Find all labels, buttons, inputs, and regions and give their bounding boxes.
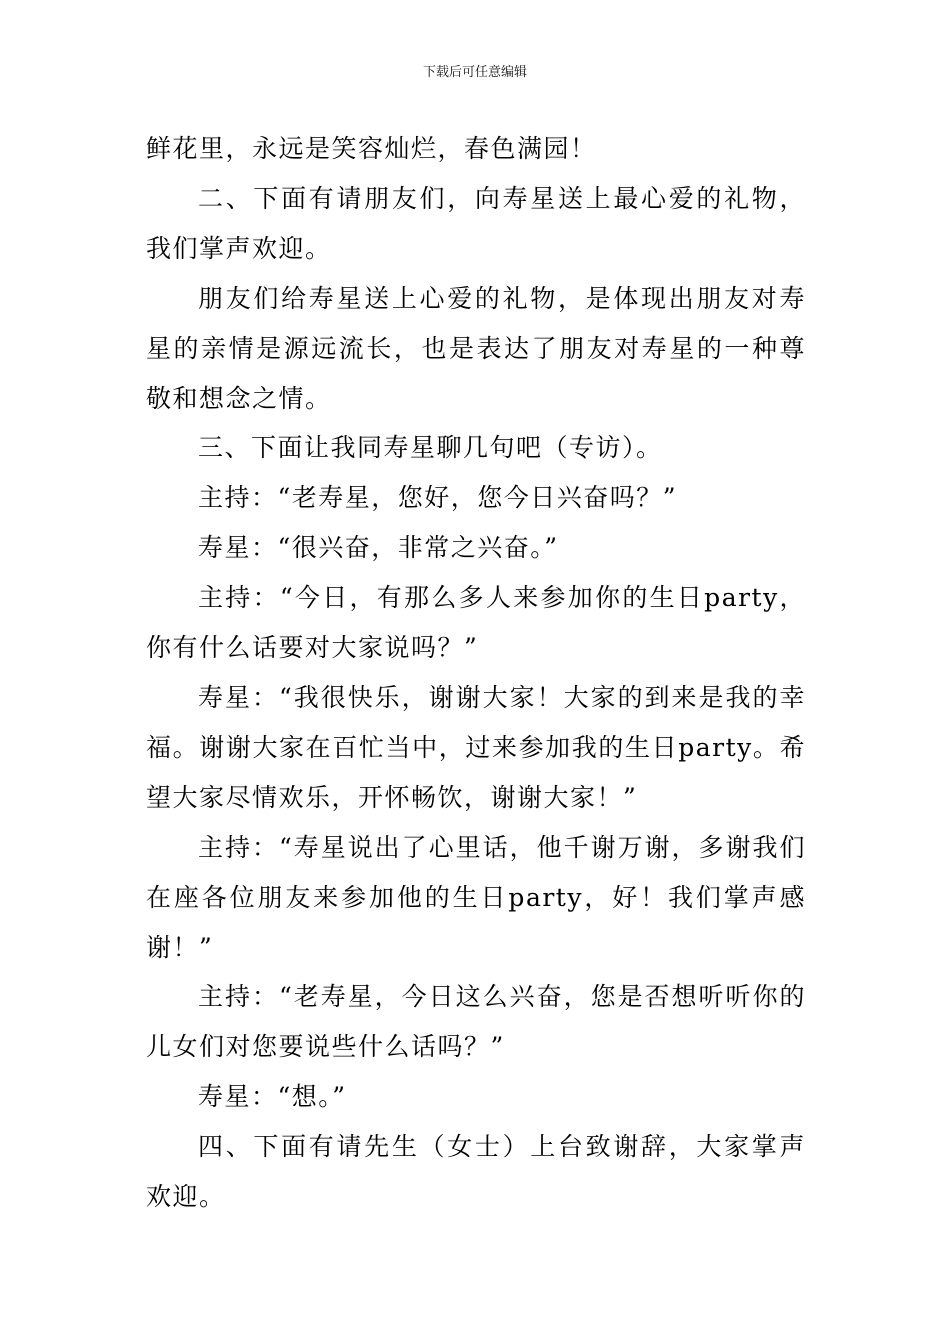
paragraph-6: 寿星：“很兴奋，非常之兴奋。” [198, 533, 559, 563]
paragraph-11: 寿星：“想。” [198, 1082, 347, 1112]
paragraph-2: 二、下面有请朋友们，向寿星送上最心爱的礼物，我们掌声欢迎。 [146, 183, 806, 263]
page-header: 下载后可任意编辑 [422, 65, 527, 80]
paragraph-5: 主持：“老寿星，您好，您今日兴奋吗？” [198, 483, 678, 513]
paragraph-3: 朋友们给寿星送上心爱的礼物，是体现出朋友对寿星的亲情是源远流长，也是表达了朋友对寿星的一种尊敬和想念之情。 [146, 283, 806, 413]
paragraph-9: 主持：“寿星说出了心里话，他千谢万谢，多谢我们在座各位朋友来参加他的生日party，好！我们掌声感谢！” [146, 832, 806, 962]
paragraph-12: 四、下面有请先生（女士）上台致谢辞，大家掌声欢迎。 [146, 1132, 806, 1212]
paragraph-1: 鲜花里，永远是笑容灿烂，春色满园！ [146, 134, 597, 163]
paragraph-8: 寿星：“我很快乐，谢谢大家！大家的到来是我的幸福。谢谢大家在百忙当中，过来参加我的生日party。希望大家尽情欢乐，开怀畅饮，谢谢大家！” [146, 682, 806, 812]
document-body [146, 124, 806, 1222]
paragraph-10: 主持：“老寿星，今日这么兴奋，您是否想听听你的儿女们对您要说些什么话吗？” [146, 982, 806, 1062]
paragraph-4: 三、下面让我同寿星聊几句吧（专访）。 [198, 433, 663, 463]
paragraph-7: 主持：“今日，有那么多人来参加你的生日party，你有什么话要对大家说吗？” [146, 583, 806, 663]
